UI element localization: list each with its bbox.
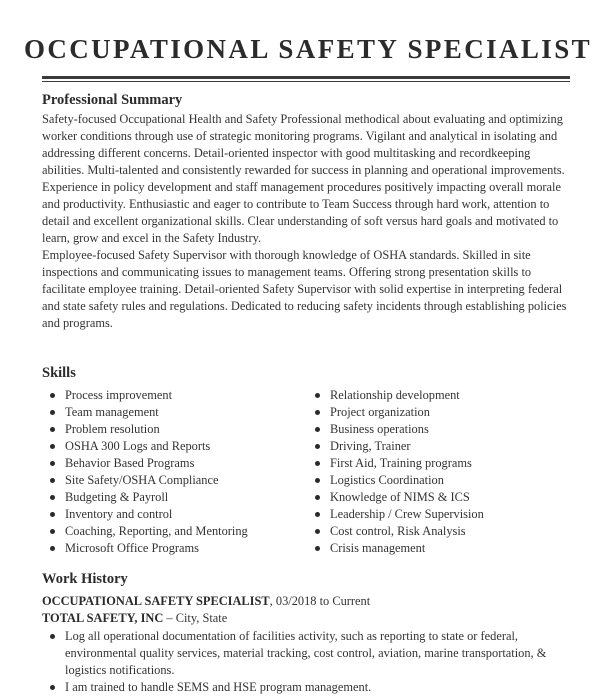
job-title: OCCUPATIONAL SAFETY SPECIALIST	[42, 594, 270, 608]
bullet-icon	[315, 393, 320, 398]
skill-label: Leadership / Crew Supervision	[330, 507, 484, 521]
bullet-icon	[50, 478, 55, 483]
company-line	[42, 610, 227, 627]
skill-label: Team management	[65, 405, 159, 419]
bullet-icon	[315, 410, 320, 415]
skills-list-right	[307, 387, 484, 557]
skill-label: Relationship development	[330, 388, 460, 402]
bullet-icon	[50, 685, 55, 690]
skill-item	[42, 506, 248, 523]
skill-label: Microsoft Office Programs	[65, 541, 199, 555]
skill-item	[42, 540, 248, 557]
skill-item	[42, 404, 248, 421]
skill-label: Business operations	[330, 422, 429, 436]
summary-body	[42, 111, 570, 332]
company-name: TOTAL SAFETY, INC	[42, 611, 164, 625]
skill-item	[42, 387, 248, 404]
bullet-icon	[315, 546, 320, 551]
duties-list	[42, 628, 570, 696]
skill-label: Inventory and control	[65, 507, 173, 521]
skill-label: Site Safety/OSHA Compliance	[65, 473, 219, 487]
skill-item	[42, 489, 248, 506]
skill-label: Crisis management	[330, 541, 426, 555]
skill-label: Driving, Trainer	[330, 439, 411, 453]
bullet-icon	[315, 427, 320, 432]
bullet-icon	[50, 427, 55, 432]
skill-item	[307, 455, 484, 472]
work-history-heading: Work History	[42, 571, 128, 587]
bullet-icon	[315, 478, 320, 483]
skill-label: Project organization	[330, 405, 430, 419]
skill-item	[42, 455, 248, 472]
company-location: – City, State	[163, 611, 228, 625]
bullet-icon	[315, 444, 320, 449]
bullet-icon	[315, 461, 320, 466]
skill-label: Cost control, Risk Analysis	[330, 524, 466, 538]
skill-item	[307, 489, 484, 506]
skill-item	[42, 523, 248, 540]
bullet-icon	[50, 546, 55, 551]
skill-label: Behavior Based Programs	[65, 456, 195, 470]
summary-paragraph: Employee-focused Safety Supervisor with thorough knowledge of OSHA standards. Skilled in site inspections and communicating issues to management teams. Offering strong presentation skills to facilitate employee training. Detail-oriented Safety Supervisor with solid expertise in interpreting federal and state safety rules and regulations. Dedicated to reducing safety incidents through establishing policies and programs.	[42, 248, 567, 330]
bullet-icon	[50, 444, 55, 449]
skill-item	[307, 506, 484, 523]
skill-item	[307, 472, 484, 489]
skill-item	[42, 421, 248, 438]
bullet-icon	[315, 512, 320, 517]
skill-item	[307, 523, 484, 540]
skill-label: Coaching, Reporting, and Mentoring	[65, 524, 248, 538]
bullet-icon	[315, 495, 320, 500]
duty-text: I am trained to handle SEMS and HSE program management.	[65, 680, 372, 694]
bullet-icon	[50, 634, 55, 639]
bullet-icon	[50, 410, 55, 415]
bullet-icon	[50, 393, 55, 398]
skill-item	[307, 421, 484, 438]
skill-item	[42, 438, 248, 455]
skill-item	[307, 387, 484, 404]
skill-item	[42, 472, 248, 489]
skill-item	[307, 404, 484, 421]
skill-label: Budgeting & Payroll	[65, 490, 169, 504]
title-divider-thick	[42, 76, 570, 79]
bullet-icon	[50, 529, 55, 534]
skill-label: Knowledge of NIMS & ICS	[330, 490, 470, 504]
job-title-line	[42, 593, 370, 610]
skill-label: Process improvement	[65, 388, 173, 402]
duty-text: Log all operational documentation of facilities activity, such as reporting to state or federal, environmental quality services, material tracking, cost control, aviation, marine transportation, & logistics notifications.	[65, 629, 547, 677]
bullet-icon	[315, 529, 320, 534]
skill-label: Problem resolution	[65, 422, 160, 436]
skill-label: Logistics Coordination	[330, 473, 444, 487]
skills-heading: Skills	[42, 365, 76, 381]
title-divider-thin	[42, 81, 570, 82]
job-dates: , 03/2018 to Current	[269, 594, 371, 608]
bullet-icon	[50, 512, 55, 517]
skill-label: First Aid, Training programs	[330, 456, 472, 470]
summary-paragraph: Safety-focused Occupational Health and Safety Professional methodical about evaluating and optimizing worker conditions through use of strategic monitoring programs. Vigilant and analytical in isolating and addressing different concerns. Detail-oriented inspector with good multitasking and recordkeeping abilities. Multi-talented and consistently rewarded for success in planning and operational improvements. Experience in policy development and staff management procedures positively impacting overall morale and productivity. Enthusiastic and eager to contribute to Team Success through hard work, attention to detail and excellent organizational skills. Clear understanding of soft versus hard goals and motivated to learn, grow and excel in the Safety Industry.	[42, 112, 565, 245]
bullet-icon	[50, 495, 55, 500]
resume-title: OCCUPATIONAL SAFETY SPECIALIST	[23, 34, 593, 64]
duty-item	[42, 679, 570, 696]
duty-item	[42, 628, 570, 679]
summary-heading: Professional Summary	[42, 92, 183, 108]
bullet-icon	[50, 461, 55, 466]
skills-list-left	[42, 387, 248, 557]
skill-item	[307, 540, 484, 557]
skill-label: OSHA 300 Logs and Reports	[65, 439, 211, 453]
skill-item	[307, 438, 484, 455]
